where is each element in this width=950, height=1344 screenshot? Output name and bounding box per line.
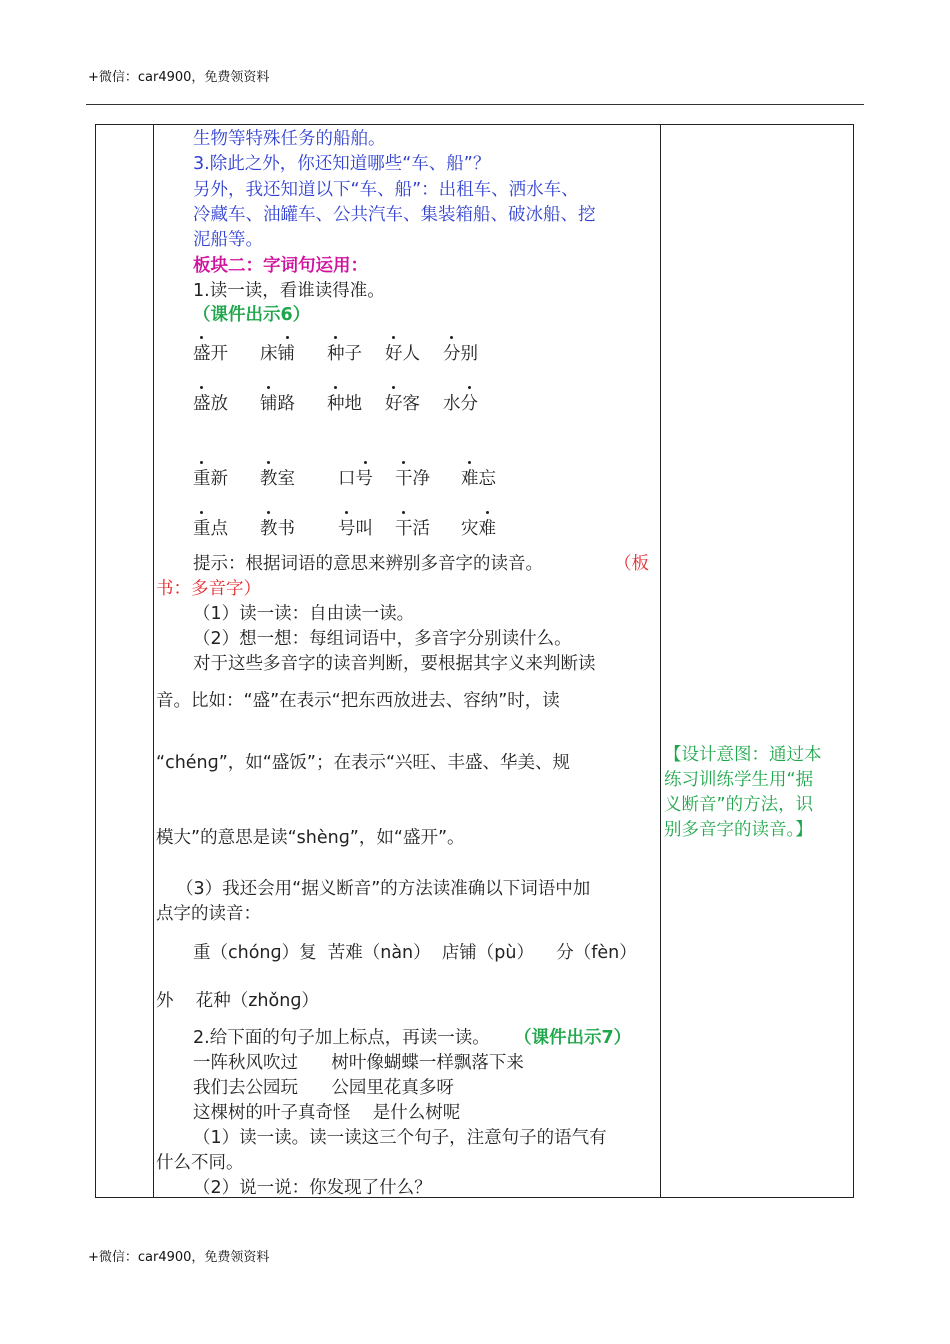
- design-note-line: 别多音字的读音。】: [664, 820, 813, 840]
- emphasis-dot: [200, 511, 203, 514]
- emphasis-dot: [486, 511, 489, 514]
- word: 难忘: [461, 469, 496, 489]
- emphasis-dot: [392, 386, 395, 389]
- word: 灾难: [461, 519, 496, 539]
- emphasis-dot: [402, 511, 405, 514]
- step-1: （1）读一读：自由读一读。: [193, 604, 415, 624]
- word: 种地: [327, 394, 362, 414]
- emphasis-dot: [468, 386, 471, 389]
- emphasis-dot: [200, 336, 203, 339]
- pinyin-line: 重（chónɡ）复 苦难（nàn） 店铺（pù） 分（fèn）: [193, 943, 637, 963]
- paragraph-line: 对于这些多音字的读音判断，要根据其字义来判断读: [193, 654, 596, 674]
- sentence: 我们去公园玩 公园里花真多呀: [193, 1078, 454, 1098]
- emphasis-dot: [345, 511, 348, 514]
- word: 重点: [193, 519, 228, 539]
- word: 干活: [395, 519, 430, 539]
- text-line: 冷藏车、油罐车、公共汽车、集装箱船、破冰船、挖: [193, 205, 596, 225]
- word: 教书: [260, 519, 295, 539]
- hint-text: 提示：根据词语的意思来辨别多音字的读音。: [193, 554, 543, 574]
- word: 重新: [193, 469, 228, 489]
- step-3: 点字的读音：: [156, 904, 261, 924]
- page-footer: +微信：car4900，免费领资料: [88, 1250, 270, 1265]
- step-3: （3）我还会用“据义断音”的方法读准确以下词语中加: [176, 879, 591, 899]
- emphasis-dot: [200, 461, 203, 464]
- design-note-line: 义断音”的方法，识: [664, 795, 814, 815]
- text-line: 泥船等。: [193, 230, 263, 250]
- paragraph-line: 模大”的意思是读“shènɡ”，如“盛开”。: [156, 828, 465, 848]
- emphasis-dot: [450, 336, 453, 339]
- emphasis-dot: [468, 461, 471, 464]
- word: 分别: [443, 344, 478, 364]
- say-step: （2）说一说：你发现了什么？: [193, 1178, 432, 1198]
- word: 盛开: [193, 344, 228, 364]
- section-heading: 板块二：字词句运用：: [193, 256, 368, 276]
- emphasis-dot: [267, 386, 270, 389]
- word: 种子: [327, 344, 362, 364]
- word: 好人: [385, 344, 420, 364]
- board-note: 书：多音字）: [156, 579, 261, 599]
- word: 盛放: [193, 394, 228, 414]
- emphasis-dot: [267, 511, 270, 514]
- emphasis-dot: [364, 461, 367, 464]
- text-line: 生物等特殊任务的船舶。: [193, 129, 386, 149]
- word: 铺路: [260, 394, 295, 414]
- word: 干净: [395, 469, 430, 489]
- emphasis-dot: [334, 336, 337, 339]
- paragraph-line: “chénɡ”，如“盛饭”；在表示“兴旺、丰盛、华美、规: [156, 753, 571, 773]
- header-rule: [86, 104, 864, 105]
- design-note-line: 练习训练学生用“据: [664, 770, 814, 790]
- text-line: 另外，我还知道以下“车、船”：出租车、洒水车、: [193, 180, 579, 200]
- word: 教室: [260, 469, 295, 489]
- board-note: （板: [614, 554, 649, 574]
- column-divider-2: [660, 125, 661, 1197]
- emphasis-dot: [200, 386, 203, 389]
- question-3: 3.除此之外，你还知道哪些“车、船”？: [193, 154, 491, 174]
- sentence: 一阵秋风吹过 树叶像蝴蝶一样飘落下来: [193, 1053, 524, 1073]
- word: 口号: [338, 469, 373, 489]
- read-step: 什么不同。: [156, 1153, 244, 1173]
- emphasis-dot: [402, 461, 405, 464]
- word: 号叫: [338, 519, 373, 539]
- sentence: 这棵树的叶子真奇怪 是什么树呢: [193, 1103, 461, 1123]
- courseware-label: （课件出示7）: [514, 1028, 632, 1048]
- word: 好客: [385, 394, 420, 414]
- design-note-line: 【设计意图：通过本: [664, 745, 822, 765]
- emphasis-dot: [286, 336, 289, 339]
- emphasis-dot: [334, 386, 337, 389]
- column-divider-1: [153, 125, 154, 1197]
- step-2: （2）想一想：每组词语中，多音字分别读什么。: [193, 629, 572, 649]
- pinyin-line: 外 花种（zhǒnɡ）: [156, 991, 319, 1011]
- word: 床铺: [260, 344, 295, 364]
- task-2: 2.给下面的句子加上标点，再读一读。: [193, 1028, 490, 1048]
- courseware-label: （课件出示6）: [193, 305, 311, 325]
- read-step: （1）读一读。读一读这三个句子，注意句子的语气有: [193, 1128, 607, 1148]
- paragraph-line: 音。比如：“盛”在表示“把东西放进去、容纳”时，读: [156, 691, 560, 711]
- emphasis-dot: [267, 461, 270, 464]
- page-header: +微信：car4900，免费领资料: [88, 70, 270, 85]
- word: 水分: [443, 394, 478, 414]
- task-1: 1.读一读，看谁读得准。: [193, 281, 385, 301]
- emphasis-dot: [392, 336, 395, 339]
